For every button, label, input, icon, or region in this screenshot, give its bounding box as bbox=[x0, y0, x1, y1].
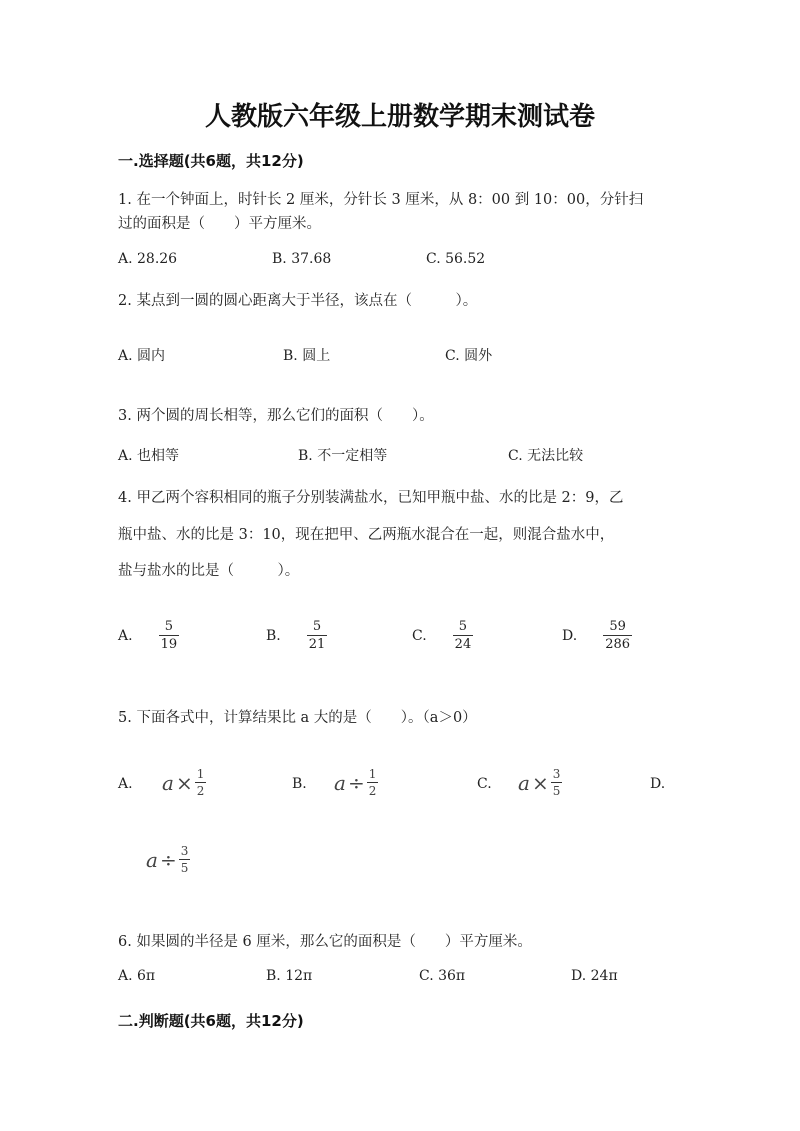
math-operator: ÷ bbox=[159, 847, 177, 872]
question-4-line-1: 4. 甲乙两个容积相同的瓶子分别装满盐水，已知甲瓶中盐、水的比是 2：9，乙 bbox=[118, 490, 624, 506]
math-variable: a bbox=[162, 770, 174, 795]
q4-option-b bbox=[266, 620, 327, 651]
q4-option-a-fraction bbox=[159, 620, 180, 651]
q6-option-a: A. 6π bbox=[118, 968, 156, 984]
question-2-line-1: 2. 某点到一圆的圆心距离大于半径，该点在（ ）。 bbox=[118, 293, 478, 309]
section-heading-judgement: 二.判断题(共6题，共12分) bbox=[118, 1012, 304, 1030]
fraction-denominator: 2 bbox=[196, 784, 205, 798]
question-1-line-1: 1. 在一个钟面上，时针长 2 厘米，分针长 3 厘米，从 8：00 到 10：00，分针扫 bbox=[118, 192, 644, 208]
q5-option-b-expression bbox=[334, 768, 378, 797]
fraction-numerator: 5 bbox=[458, 619, 468, 634]
q2-option-c: C. 圆外 bbox=[445, 348, 493, 364]
fraction-numerator: 3 bbox=[180, 844, 189, 858]
q5-option-a-expression bbox=[162, 768, 206, 797]
section-heading-choice: 一.选择题(共6题，共12分) bbox=[118, 152, 304, 170]
q4-option-a-label: A. bbox=[118, 627, 133, 644]
q5-option-d-expression bbox=[146, 845, 190, 874]
math-fraction bbox=[551, 768, 563, 797]
question-1-line-2: 过的面积是（ ）平方厘米。 bbox=[118, 216, 321, 232]
fraction-denominator: 5 bbox=[180, 861, 189, 875]
math-operator: ÷ bbox=[347, 770, 365, 795]
q2-option-b: B. 圆上 bbox=[283, 348, 331, 364]
q2-option-a: A. 圆内 bbox=[118, 348, 166, 364]
q5-option-a-label: A. bbox=[118, 776, 133, 792]
q5-option-c-label: C. bbox=[477, 776, 492, 792]
q4-option-b-fraction bbox=[307, 620, 328, 651]
math-fraction bbox=[179, 845, 191, 874]
fraction-numerator: 5 bbox=[164, 619, 173, 634]
fraction-denominator: 5 bbox=[552, 784, 561, 798]
fraction-denominator: 24 bbox=[454, 637, 472, 652]
q4-option-d-label: D. bbox=[562, 627, 578, 644]
fraction-numerator: 59 bbox=[609, 619, 626, 634]
fraction-numerator: 3 bbox=[552, 767, 561, 781]
q4-option-c-label: C. bbox=[412, 627, 427, 644]
q3-option-c: C. 无法比较 bbox=[508, 448, 584, 464]
q5-option-b-label: B. bbox=[292, 776, 307, 792]
q4-option-c-fraction bbox=[453, 620, 474, 651]
math-operator: × bbox=[175, 770, 193, 795]
q6-option-c: C. 36π bbox=[419, 968, 466, 984]
q4-option-b-label: B. bbox=[266, 627, 281, 644]
fraction-denominator: 19 bbox=[160, 637, 178, 652]
question-3-line-1: 3. 两个圆的周长相等，那么它们的面积（ ）。 bbox=[118, 408, 434, 424]
q3-option-b: B. 不一定相等 bbox=[298, 448, 388, 464]
q3-option-a: A. 也相等 bbox=[118, 448, 180, 464]
math-operator: × bbox=[531, 770, 549, 795]
question-4-line-3: 盐与盐水的比是（ ）。 bbox=[118, 563, 300, 579]
fraction-denominator: 2 bbox=[368, 784, 377, 798]
q4-option-c bbox=[412, 620, 473, 651]
math-fraction bbox=[367, 768, 379, 797]
page-title: 人教版六年级上册数学期末测试卷 bbox=[204, 102, 595, 132]
q1-option-c: C. 56.52 bbox=[426, 251, 486, 267]
q6-option-d: D. 24π bbox=[571, 968, 618, 984]
question-6-line-1: 6. 如果圆的半径是 6 厘米，那么它的面积是（ ）平方厘米。 bbox=[118, 934, 532, 950]
q6-option-b: B. 12π bbox=[266, 968, 313, 984]
question-4-line-2: 瓶中盐、水的比是 3：10，现在把甲、乙两瓶水混合在一起，则混合盐水中， bbox=[118, 527, 615, 543]
fraction-numerator: 1 bbox=[368, 767, 377, 781]
fraction-denominator: 21 bbox=[308, 637, 326, 652]
fraction-numerator: 5 bbox=[312, 619, 322, 634]
q4-option-a bbox=[118, 620, 179, 651]
q4-option-d-fraction bbox=[603, 620, 632, 651]
math-fraction bbox=[195, 768, 207, 797]
q5-option-d-label: D. bbox=[650, 776, 666, 792]
q1-option-a: A. 28.26 bbox=[118, 251, 178, 267]
q4-option-d bbox=[562, 620, 632, 651]
math-variable: a bbox=[146, 847, 158, 872]
math-variable: a bbox=[334, 770, 346, 795]
question-5-line-1: 5. 下面各式中，计算结果比 a 大的是（ ）。（a＞0） bbox=[118, 710, 477, 726]
fraction-denominator: 286 bbox=[605, 637, 631, 652]
q5-option-c-expression bbox=[518, 768, 562, 797]
math-variable: a bbox=[518, 770, 530, 795]
q1-option-b: B. 37.68 bbox=[272, 251, 332, 267]
fraction-numerator: 1 bbox=[196, 767, 205, 781]
